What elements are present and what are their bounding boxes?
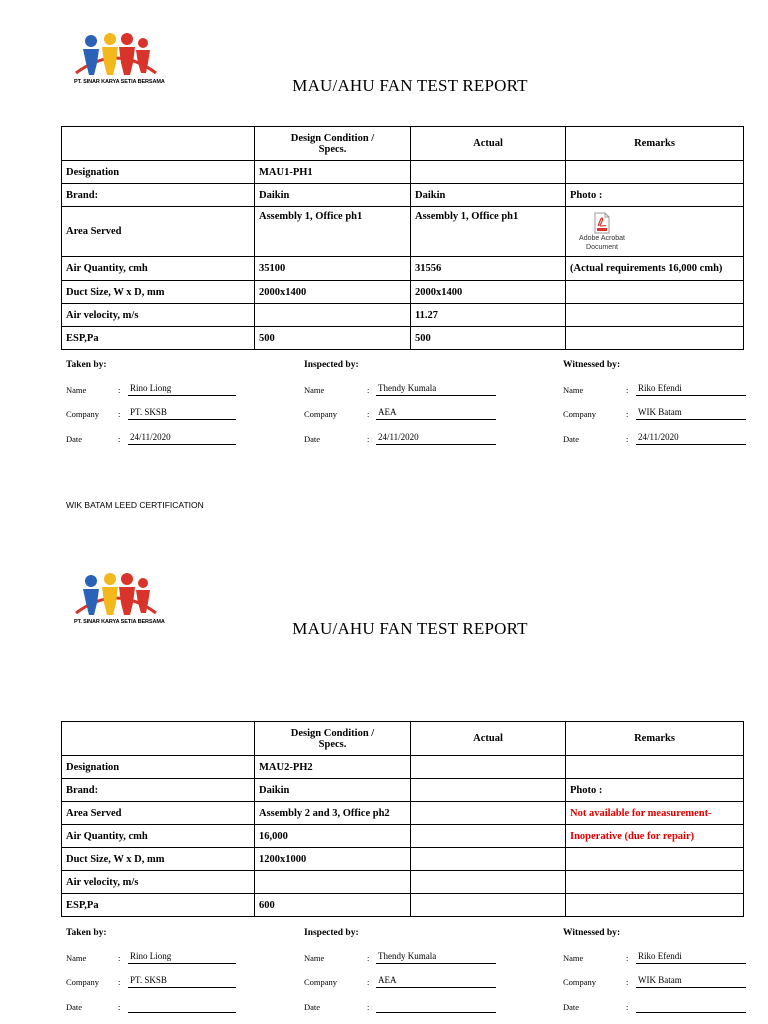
name-label: Name (563, 953, 584, 963)
logo-text: PT. SINAR KARYA SETIA BERSAMA (74, 79, 165, 85)
actual-cell: 11.27 (411, 304, 566, 327)
sig-title: Inspected by: (304, 360, 359, 370)
name-value: Thendy Kumala (376, 383, 496, 396)
actual-cell: Daikin (411, 184, 566, 207)
table-row (62, 848, 744, 871)
remarks-cell (566, 161, 744, 184)
pdf-attachment[interactable] (570, 212, 634, 252)
company-value: PT. SKSB (128, 975, 236, 988)
actual-cell (411, 871, 566, 894)
sig-title: Witnessed by: (563, 928, 621, 938)
date-value (636, 1000, 746, 1013)
company-value: AEA (376, 407, 496, 420)
colon: : (118, 409, 121, 419)
design-cell: Daikin (255, 184, 411, 207)
design-cell: 2000x1400 (255, 281, 411, 304)
table-row (62, 871, 744, 894)
design-cell (255, 871, 411, 894)
name-label: Name (304, 953, 325, 963)
colon: : (626, 434, 629, 444)
row-label: Air velocity, m/s (62, 871, 255, 894)
report-title: MAU/AHU FAN TEST REPORT (292, 619, 528, 638)
date-label: Date (66, 1002, 83, 1012)
colon: : (367, 434, 370, 444)
date-label: Date (304, 1002, 321, 1012)
actual-cell (411, 894, 566, 917)
header-blank-cell (62, 127, 255, 161)
design-cell: MAU2-PH2 (255, 756, 411, 779)
colon: : (367, 977, 370, 987)
sig-title: Inspected by: (304, 928, 359, 938)
row-label: Duct Size, W x D, mm (62, 281, 255, 304)
date-value: 24/11/2020 (376, 432, 496, 445)
table-row (62, 257, 744, 281)
company-label: Company (563, 409, 597, 419)
remarks-cell: Photo : (566, 779, 744, 802)
company-value: WIK Batam (636, 407, 746, 420)
name-value: Riko Efendi (636, 951, 746, 964)
actual-cell (411, 802, 566, 825)
row-label: Brand: (62, 779, 255, 802)
actual-cell (411, 779, 566, 802)
colon: : (367, 409, 370, 419)
colon: : (367, 953, 370, 963)
company-value: PT. SKSB (128, 407, 236, 420)
row-label: Designation (62, 756, 255, 779)
name-value: Thendy Kumala (376, 951, 496, 964)
colon: : (118, 1002, 121, 1012)
attachment-caption: Adobe Acrobat Document (579, 234, 625, 251)
colon: : (626, 385, 629, 395)
actual-cell: 31556 (411, 257, 566, 281)
header-remarks: Remarks (566, 127, 744, 161)
name-value: Riko Efendi (636, 383, 746, 396)
header-design-condition: Design Condition / Specs. (255, 722, 411, 756)
test-report-table (61, 126, 744, 350)
colon: : (367, 1002, 370, 1012)
actual-cell: 500 (411, 327, 566, 350)
table-row (62, 304, 744, 327)
design-cell: 1200x1000 (255, 848, 411, 871)
row-label: Air Quantity, cmh (62, 825, 255, 848)
header-remarks: Remarks (566, 722, 744, 756)
table-row (62, 281, 744, 304)
remarks-warning-cell: Inoperative (due for repair) (566, 825, 744, 848)
company-label: Company (66, 977, 100, 987)
remarks-cell (566, 871, 744, 894)
table-header-row (62, 127, 744, 161)
row-label: Designation (62, 161, 255, 184)
company-value: WIK Batam (636, 975, 746, 988)
actual-cell (411, 848, 566, 871)
remarks-cell (566, 894, 744, 917)
remarks-cell: (Actual requirements 16,000 cmh) (566, 257, 744, 281)
name-value: Rino Liong (128, 383, 236, 396)
header-blank-cell (62, 722, 255, 756)
sig-title: Taken by: (66, 928, 107, 938)
company-label: Company (563, 977, 597, 987)
header-actual: Actual (411, 722, 566, 756)
colon: : (626, 953, 629, 963)
company-label: Company (304, 977, 338, 987)
footer-note: WIK BATAM LEED CERTIFICATION (66, 500, 204, 510)
actual-cell (411, 161, 566, 184)
name-label: Name (66, 953, 87, 963)
design-cell (255, 304, 411, 327)
table-row (62, 161, 744, 184)
date-value (128, 1000, 236, 1013)
name-value: Rino Liong (128, 951, 236, 964)
actual-cell (411, 825, 566, 848)
colon: : (367, 385, 370, 395)
colon: : (118, 434, 121, 444)
company-logo (74, 33, 165, 85)
date-label: Date (304, 434, 321, 444)
date-value: 24/11/2020 (636, 432, 746, 445)
actual-cell (411, 756, 566, 779)
row-label: Area Served (62, 802, 255, 825)
date-label: Date (563, 434, 580, 444)
colon: : (118, 385, 121, 395)
logo-figures-icon (74, 33, 158, 79)
remarks-cell: Photo : (566, 184, 744, 207)
remarks-cell (566, 756, 744, 779)
logo-figures-icon (74, 573, 158, 619)
remarks-cell (566, 281, 744, 304)
company-label: Company (304, 409, 338, 419)
test-report-table (61, 721, 744, 917)
table-row (62, 825, 744, 848)
design-cell: MAU1-PH1 (255, 161, 411, 184)
company-label: Company (66, 409, 100, 419)
design-cell: Assembly 1, Office ph1 (255, 207, 411, 257)
logo-text: PT. SINAR KARYA SETIA BERSAMA (74, 619, 165, 625)
sig-title: Taken by: (66, 360, 107, 370)
remarks-cell (566, 327, 744, 350)
report-title: MAU/AHU FAN TEST REPORT (292, 76, 528, 95)
row-label: Area Served (62, 207, 255, 257)
colon: : (626, 977, 629, 987)
table-row (62, 894, 744, 917)
date-value: 24/11/2020 (128, 432, 236, 445)
company-logo (74, 573, 165, 625)
table-row (62, 207, 744, 257)
row-label: ESP,Pa (62, 894, 255, 917)
date-value (376, 1000, 496, 1013)
name-label: Name (304, 385, 325, 395)
table-row (62, 184, 744, 207)
row-label: Duct Size, W x D, mm (62, 848, 255, 871)
table-header-row (62, 722, 744, 756)
actual-cell: 2000x1400 (411, 281, 566, 304)
header-design-condition: Design Condition / Specs. (255, 127, 411, 161)
table-row (62, 327, 744, 350)
row-label: Air Quantity, cmh (62, 257, 255, 281)
row-label: Air velocity, m/s (62, 304, 255, 327)
design-cell: Assembly 2 and 3, Office ph2 (255, 802, 411, 825)
design-cell: 35100 (255, 257, 411, 281)
remarks-attachment-cell (566, 207, 744, 257)
colon: : (118, 953, 121, 963)
design-cell: Daikin (255, 779, 411, 802)
design-cell: 500 (255, 327, 411, 350)
remarks-warning-cell: Not available for measurement- (566, 802, 744, 825)
name-label: Name (563, 385, 584, 395)
row-label: Brand: (62, 184, 255, 207)
remarks-cell (566, 848, 744, 871)
header-actual: Actual (411, 127, 566, 161)
colon: : (626, 1002, 629, 1012)
name-label: Name (66, 385, 87, 395)
actual-cell: Assembly 1, Office ph1 (411, 207, 566, 257)
company-value: AEA (376, 975, 496, 988)
table-row (62, 779, 744, 802)
colon: : (626, 409, 629, 419)
date-label: Date (66, 434, 83, 444)
date-label: Date (563, 1002, 580, 1012)
design-cell: 16,000 (255, 825, 411, 848)
colon: : (118, 977, 121, 987)
table-row (62, 756, 744, 779)
sig-title: Witnessed by: (563, 360, 621, 370)
row-label: ESP,Pa (62, 327, 255, 350)
pdf-icon (594, 212, 610, 234)
table-row (62, 802, 744, 825)
design-cell: 600 (255, 894, 411, 917)
remarks-cell (566, 304, 744, 327)
